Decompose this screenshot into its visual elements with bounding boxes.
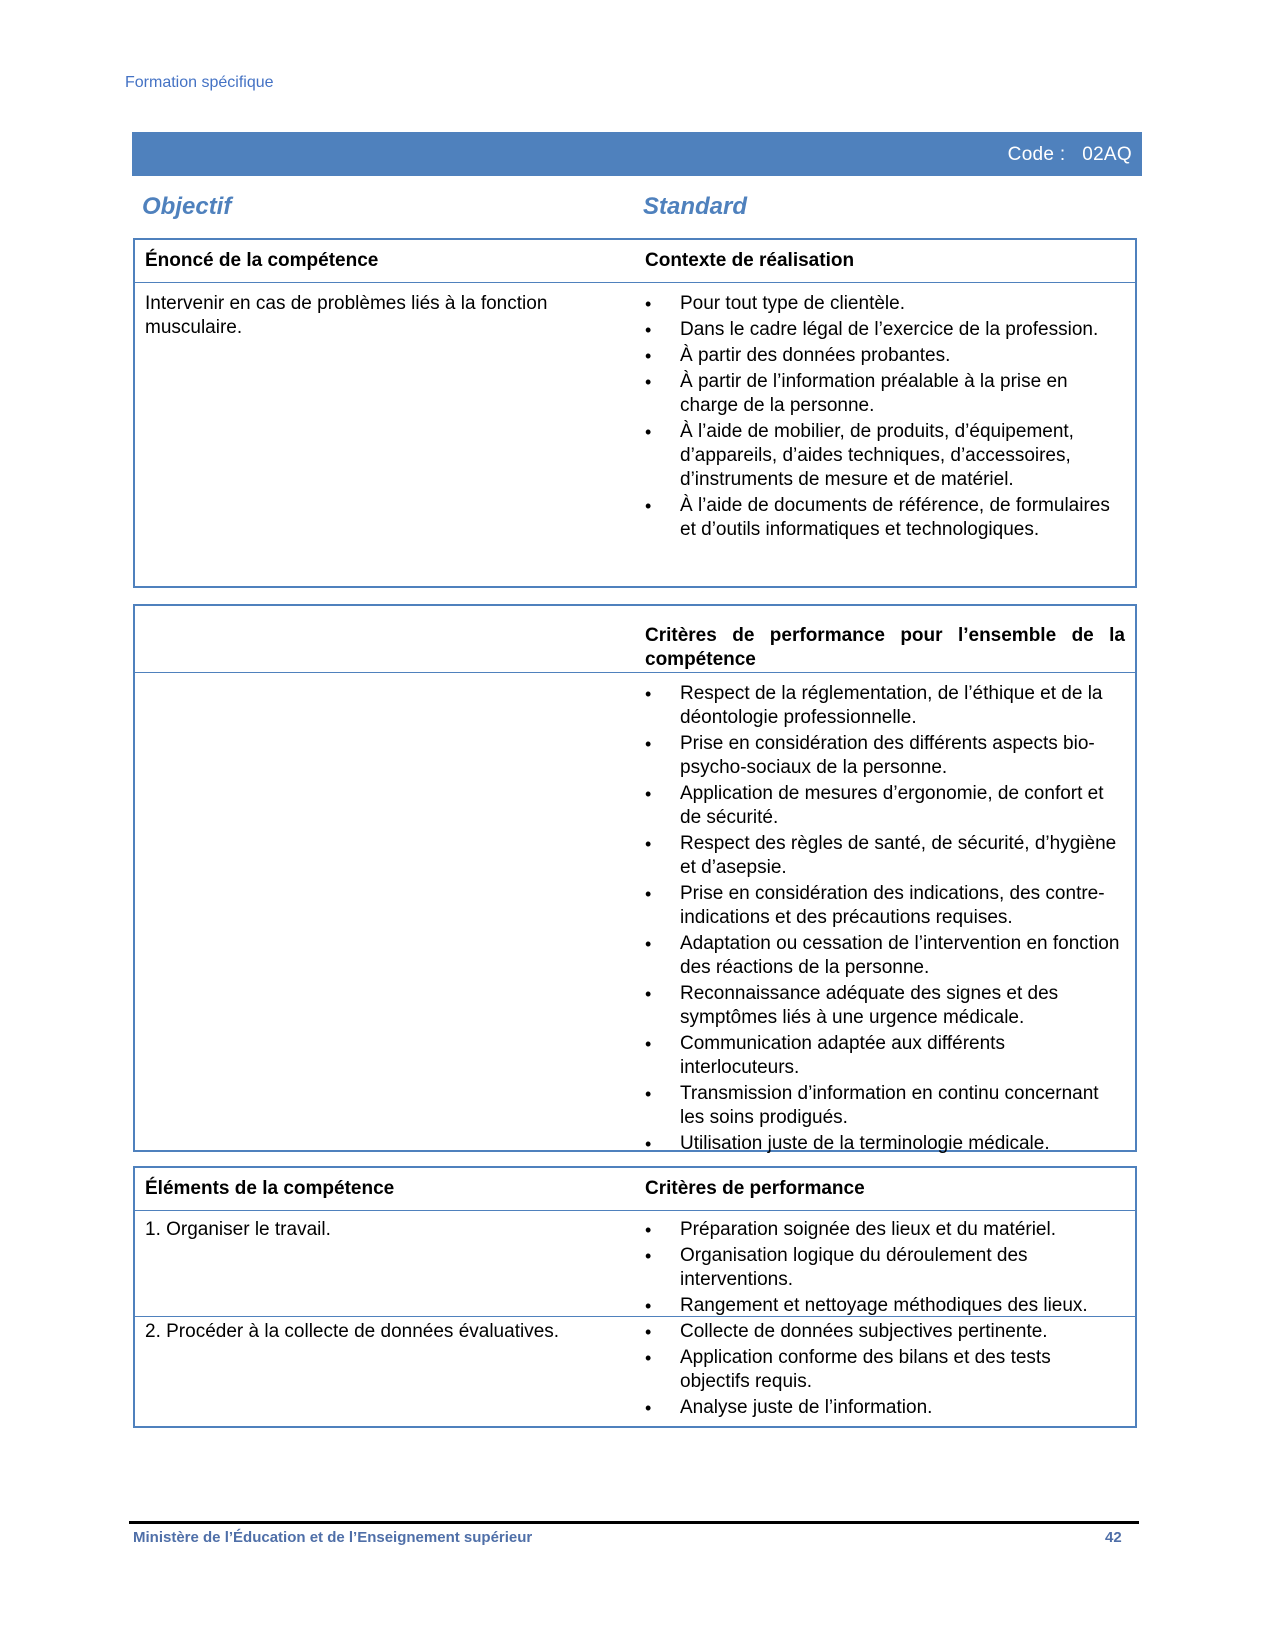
bullet-text: Transmission d’information en continu concernant les soins prodigués. [680, 1083, 1099, 1128]
ensemble-list-wrap [645, 682, 1125, 1158]
bullet-item [645, 1032, 1125, 1080]
bullet-item [645, 370, 1125, 418]
bullet-item [645, 420, 1125, 492]
code-label: Code : [1007, 144, 1066, 165]
bullet-text: Utilisation juste de la terminologie médicale. [680, 1133, 1050, 1154]
bullet-text: À l’aide de mobilier, de produits, d’équipement, d’appareils, d’aides techniques, d’accessoires, d’instruments de mesure et de matériel. [680, 421, 1074, 490]
bullet-icon: • [645, 1220, 652, 1240]
elements-criteria-header: Critères de performance [645, 1178, 865, 1199]
elements-divider [135, 1316, 1135, 1317]
bullet-item [645, 1132, 1125, 1156]
element-label: 2. Procéder à la collecte de données évaluatives. [145, 1321, 560, 1342]
bullet-icon: • [645, 1322, 652, 1342]
element-criteria-wrap [645, 1320, 1125, 1422]
bullet-icon: • [645, 1084, 652, 1104]
bullet-text: Organisation logique du déroulement des interventions. [680, 1245, 1028, 1290]
element-row-1 [135, 1212, 1135, 1316]
enonce-header: Énoncé de la compétence [145, 250, 379, 271]
bullet-item [645, 982, 1125, 1030]
ensemble-header: Critères de performance pour l’ensemble de la compétence [645, 625, 1125, 670]
bullet-text: Rangement et nettoyage méthodiques des lieux. [680, 1295, 1088, 1316]
bullet-item [645, 494, 1125, 542]
bullet-icon: • [645, 422, 652, 442]
bullet-icon: • [645, 734, 652, 754]
bullet-item [645, 832, 1125, 880]
bullet-icon: • [645, 496, 652, 516]
bullet-icon: • [645, 884, 652, 904]
ensemble-divider [135, 672, 1135, 673]
element-criteria-list [645, 1218, 1125, 1318]
bullet-text: Dans le cadre légal de l’exercice de la profession. [680, 319, 1099, 340]
bullet-text: Collecte de données subjectives pertinente. [680, 1321, 1048, 1342]
element-label: 1. Organiser le travail. [145, 1219, 331, 1240]
bullet-icon: • [645, 1134, 652, 1154]
bullet-text: Pour tout type de clientèle. [680, 293, 905, 314]
bullet-item [645, 1218, 1125, 1242]
bullet-icon: • [645, 1348, 652, 1368]
bullet-text: Préparation soignée des lieux et du matériel. [680, 1219, 1057, 1240]
ensemble-criteria-list [645, 682, 1125, 1156]
bullet-text: Reconnaissance adéquate des signes et des symptômes liés à une urgence médicale. [680, 983, 1059, 1028]
bullet-icon: • [645, 372, 652, 392]
bullet-text: Respect de la réglementation, de l’éthique et de la déontologie professionnelle. [680, 683, 1103, 728]
bullet-icon: • [645, 346, 652, 366]
elements-box [133, 1166, 1137, 1428]
bullet-icon: • [645, 320, 652, 340]
competence-box-header [135, 240, 1135, 283]
bullet-item [645, 682, 1125, 730]
bullet-icon: • [645, 1296, 652, 1316]
bullet-icon: • [645, 934, 652, 954]
bullet-icon: • [645, 1034, 652, 1054]
bullet-text: À l’aide de documents de référence, de formulaires et d’outils informatiques et technologiques. [680, 495, 1110, 540]
code-value: 02AQ [1082, 144, 1132, 165]
bullet-item [645, 1346, 1125, 1394]
bullet-text: Application de mesures d’ergonomie, de confort et de sécurité. [680, 783, 1104, 828]
element-criteria-wrap [645, 1218, 1125, 1320]
bullet-text: Application conforme des bilans et des tests objectifs requis. [680, 1347, 1051, 1392]
contexte-header: Contexte de réalisation [645, 250, 855, 271]
bullet-icon: • [645, 784, 652, 804]
ensemble-box [133, 604, 1137, 1152]
bullet-text: Adaptation ou cessation de l’intervention en fonction des réactions de la personne. [680, 933, 1120, 978]
bullet-item [645, 1396, 1125, 1420]
bullet-item [645, 1244, 1125, 1292]
elements-header: Éléments de la compétence [145, 1178, 395, 1199]
bullet-icon: • [645, 1246, 652, 1266]
footer-ministry: Ministère de l’Éducation et de l’Enseignement supérieur [133, 1529, 533, 1546]
bullet-item [645, 732, 1125, 780]
bullet-item [645, 1320, 1125, 1344]
element-criteria-list [645, 1320, 1125, 1420]
bullet-item [645, 932, 1125, 980]
element-row-2 [135, 1318, 1135, 1426]
competence-box [133, 238, 1137, 588]
bullet-icon: • [645, 1398, 652, 1418]
bullet-text: Communication adaptée aux différents interlocuteurs. [680, 1033, 1005, 1078]
bullet-icon: • [645, 684, 652, 704]
contexte-list [645, 292, 1125, 542]
enonce-text: Intervenir en cas de problèmes liés à la fonction musculaire. [145, 293, 548, 338]
footer-rule [129, 1521, 1139, 1524]
bullet-item [645, 1082, 1125, 1130]
bullet-text: Respect des règles de santé, de sécurité, d’hygiène et d’asepsie. [680, 833, 1117, 878]
bullet-icon: • [645, 834, 652, 854]
code-bar [132, 132, 1142, 176]
bullet-text: À partir des données probantes. [680, 345, 951, 366]
contexte-list-wrap [645, 292, 1125, 544]
elements-box-header [135, 1168, 1135, 1211]
bullet-icon: • [645, 294, 652, 314]
bullet-item [645, 344, 1125, 368]
bullet-item [645, 882, 1125, 930]
bullet-item [645, 292, 1125, 316]
bullet-item [645, 782, 1125, 830]
standard-heading: Standard [643, 193, 748, 220]
footer-page-number: 42 [1105, 1529, 1122, 1546]
code-text [1008, 144, 1132, 166]
bullet-text: À partir de l’information préalable à la prise en charge de la personne. [680, 371, 1068, 416]
bullet-item [645, 1294, 1125, 1318]
bullet-text: Prise en considération des différents aspects bio-psycho-sociaux de la personne. [680, 733, 1095, 778]
bullet-item [645, 318, 1125, 342]
bullet-icon: • [645, 984, 652, 1004]
header-note: Formation spécifique [125, 74, 274, 91]
objectif-heading: Objectif [142, 193, 232, 220]
bullet-text: Prise en considération des indications, des contre-indications et des précautions requises. [680, 883, 1105, 928]
bullet-text: Analyse juste de l’information. [680, 1397, 933, 1418]
